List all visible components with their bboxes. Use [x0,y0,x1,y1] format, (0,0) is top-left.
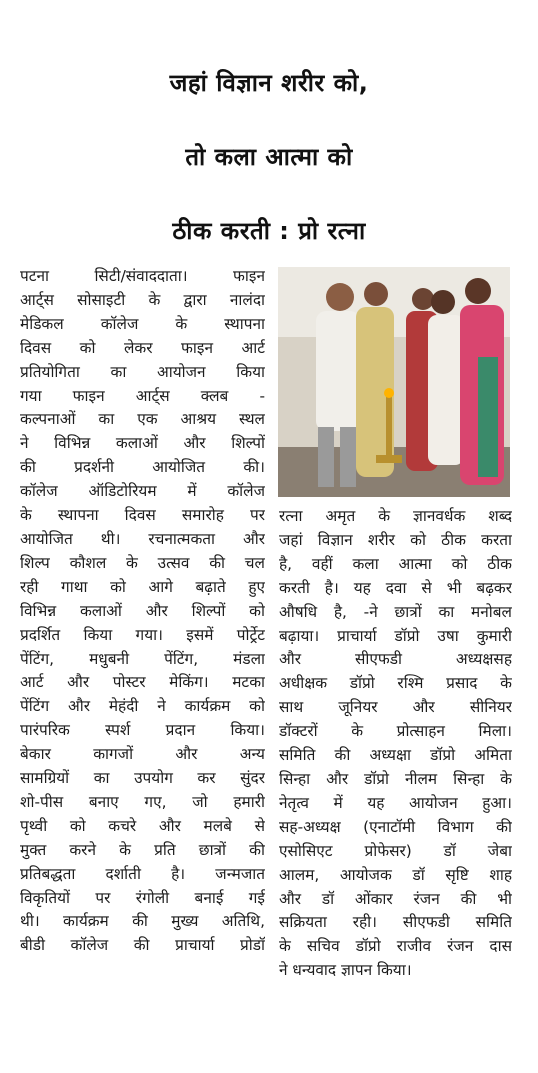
article-line: रत्ना अमृत के ज्ञानवर्धक शब्द [279,507,512,525]
article-line: सह-अध्यक्ष (एनाटॉमी विभाग की [279,817,512,836]
article-line: मुक्त करने के प्रति छात्रों की [20,840,265,859]
article-line: बढ़ाया। प्राचार्या डॉप्रो उषा कुमारी [279,626,512,645]
article-line: सामग्रियों का उपयोग कर सुंदर [20,769,265,788]
article-line: सिन्हा और डॉप्रो नीलम सिन्हा के [279,769,512,788]
article-line: सक्रियता रही। सीएफडी समिति [279,913,512,932]
article-line: थी। कार्यक्रम की मुख्य अतिथि, [20,912,265,931]
article-line: आर्ट और पोस्टर मेकिंग। मटका [20,673,265,692]
article-line: एसोसिएट प्रोफेसर) डॉ जेबा [279,841,512,860]
article-line: के सचिव डॉप्रो राजीव रंजन दास [279,937,512,956]
article-line: की प्रदर्शनी आयोजित की। [20,458,265,477]
article-line: कल्पनाओं का एक आश्रय स्थल [20,410,265,429]
article-line: आयोजित थी। रचनात्मकता और [20,529,265,548]
right-article-column [279,505,512,983]
article-line: विभिन्न कलाओं और शिल्पों को [20,601,265,620]
article-line: कॉलेज ऑडिटोरियम में कॉलेज [20,482,265,501]
headline-line: तो कला आत्मा को [185,143,353,171]
headline [0,46,538,268]
article-line: ने विभिन्न कलाओं और शिल्पों [20,434,265,453]
article-line: करती है। यह दवा से भी बढ़कर [279,578,512,597]
article-line: अधीक्षक डॉप्रो रश्मि प्रसाद के [279,674,512,693]
article-line: गया फाइन आर्ट्स क्लब - [20,386,265,405]
article-line: प्रदर्शित किया गया। इसमें पोर्ट्रेट [20,625,265,644]
article-line: विकृतियों पर रंगोली बनाई गई [20,888,265,907]
article-line: है, वहीं कला आत्मा को ठीक [279,554,512,573]
article-line: नेतृत्व में यह आयोजन हुआ। [279,793,512,812]
ceremony-photo-icon [278,267,510,497]
article-line: पृथ्वी को कचरे और मलबे से [20,816,265,835]
article-line: पटना सिटी/संवाददाता। फाइन [20,267,265,285]
article-line: ने धन्यवाद ज्ञापन किया। [279,961,412,980]
article-line: औषधि है, -ने छात्रों का मनोबल [279,602,512,621]
article-line: आर्ट्स सोसाइटी के द्वारा नालंदा [20,290,265,309]
left-article-column [20,265,265,958]
article-line: और डॉ ओंकार रंजन की भी [279,889,512,908]
article-line: साथ जूनियर और सीनियर [279,698,512,717]
article-line: शिल्प कौशल के उत्सव की चल [20,553,265,572]
headline-line: ठीक करती : प्रो रत्ना [172,217,366,245]
article-line: पेंटिंग और मेहंदी ने कार्यक्रम को [20,697,265,716]
headline-line: जहां विज्ञान शरीर को, [169,69,369,97]
article-line: आलम, आयोजक डॉ सृष्टि शाह [279,865,512,884]
event-photo [278,267,510,497]
article-line: समिति की अध्यक्षा डॉप्रो अमिता [279,746,512,765]
article-line: प्रतिबद्धता दर्शाती है। जन्मजात [20,864,265,883]
article-line: और सीएफडी अध्यक्षसह [279,650,512,669]
article-line: डॉक्टरों के प्रोत्साहन मिला। [279,722,512,741]
article-line: जहां विज्ञान शरीर को ठीक करता [279,530,512,549]
article-line: दिवस को लेकर फाइन आर्ट [20,338,265,357]
article-line: के स्थापना दिवस समारोह पर [20,506,265,525]
article-line: प्रतियोगिता का आयोजन किया [20,362,265,381]
article-line: पेंटिंग, मधुबनी पेंटिंग, मंडला [20,649,265,668]
article-line: पारंपरिक स्पर्श प्रदान किया। [20,721,265,740]
article-line: रही गाथा को आगे बढ़ाते हुए [20,577,265,596]
article-line: बेकार कागजों और अन्य [20,745,265,764]
article-line: मेडिकल कॉलेज के स्थापना [20,314,265,333]
article-line: बीडी कॉलेज की प्राचार्या प्रोडॉ [20,936,265,955]
article-line: शो-पीस बनाए गए, जो हमारी [20,792,265,811]
